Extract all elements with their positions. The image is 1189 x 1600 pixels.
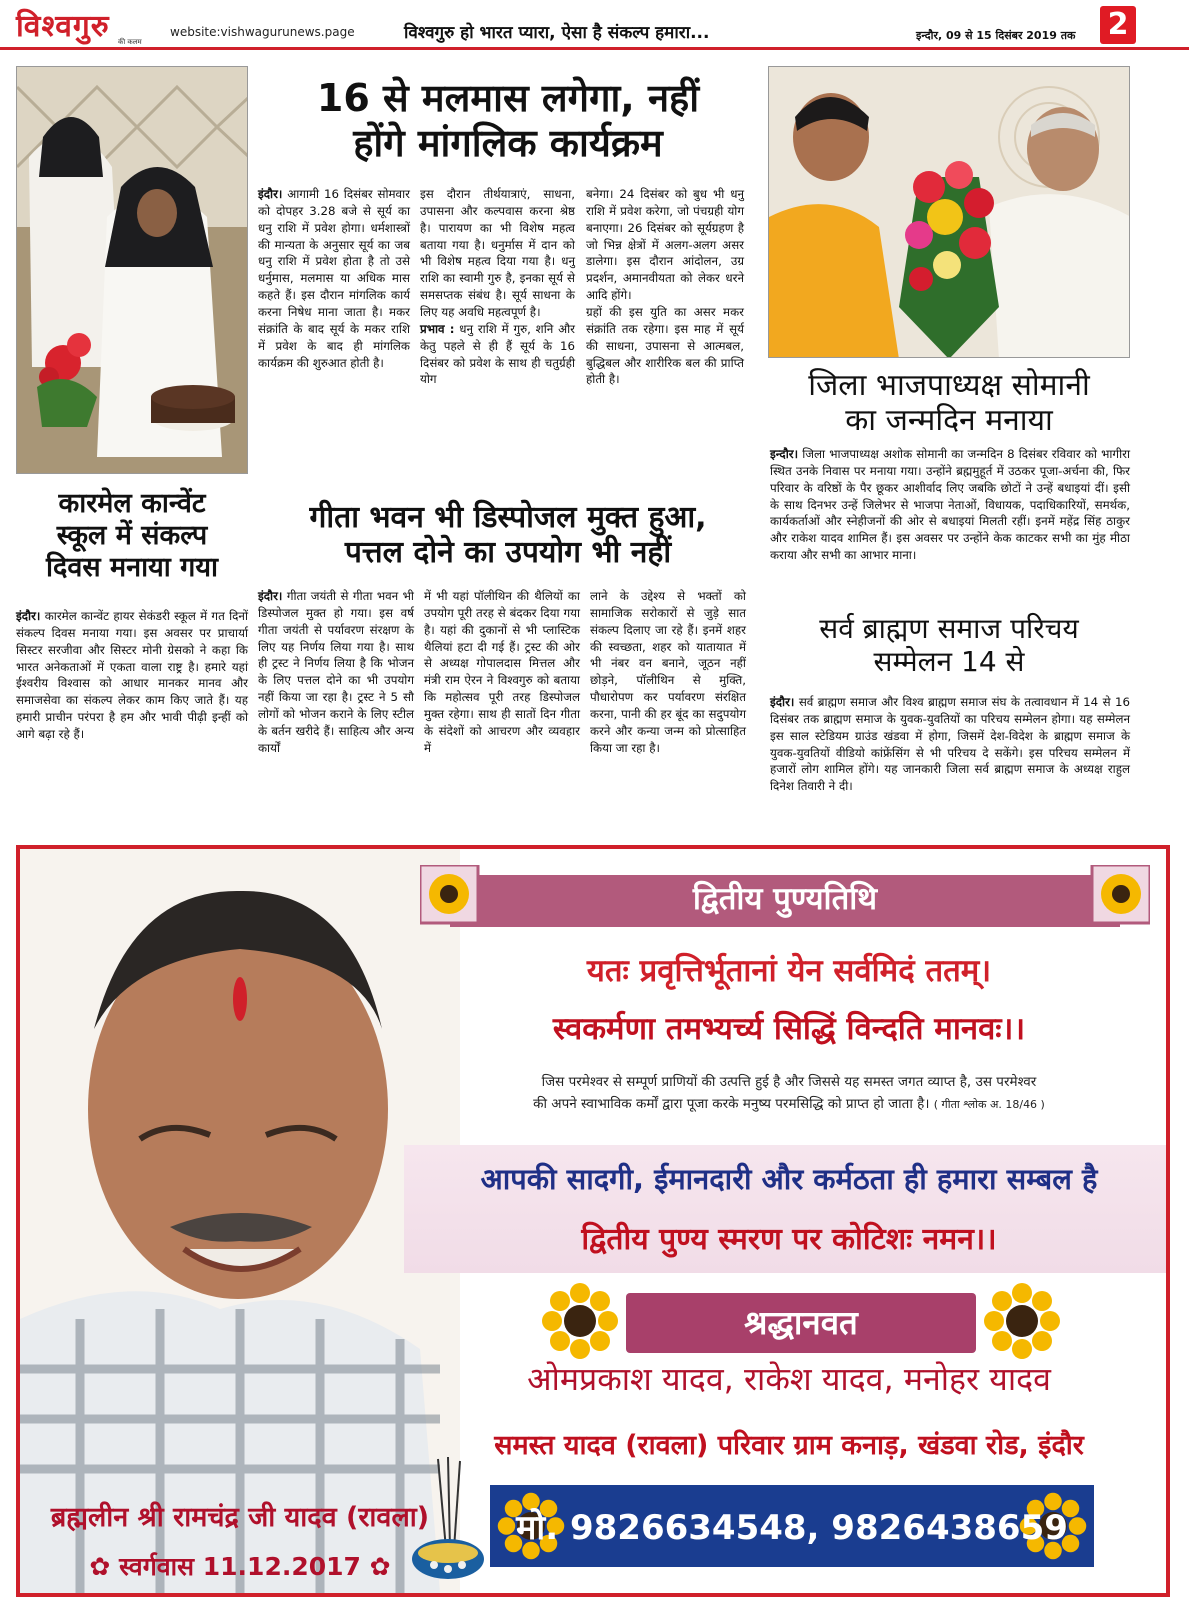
memorial-advertisement [16, 845, 1170, 1597]
malmas-col2b-text: धनु राशि में गुरु, शनि और केतु पहले से ही हैं सूर्य के 16 दिसंबर को प्रवेश के साथ ही चतुर्ग्रही योग [420, 321, 575, 387]
malmas-column-2 [420, 186, 575, 388]
headline-bjp-line1: जिला भाजपाध्यक्ष सोमानी [808, 368, 1090, 403]
bjp-article-body [770, 446, 1130, 564]
brahman-article-body [770, 694, 1130, 795]
website-link[interactable]: website:vishwagurunews.page [170, 25, 355, 39]
logo-subtitle: की कलम [118, 38, 142, 46]
headline-carmel-line2: स्कूल में संकल्प [56, 519, 208, 551]
sunflower-left-icon [429, 874, 469, 914]
geeta-column-1 [258, 588, 414, 757]
headline-carmel-line1: कारमेल कान्वेंट [58, 488, 206, 519]
shloka-translation [424, 1071, 1154, 1116]
flower-left-icon: ✿ [89, 1552, 120, 1581]
dateline-lead: इंदौर। [258, 589, 283, 603]
gita-reference: ( गीता श्लोक अ. 18/46 ) [933, 1098, 1045, 1112]
masthead [0, 0, 1189, 50]
carmel-article-body [16, 608, 248, 743]
malmas-col1-text: आगामी 16 दिसंबर सोमवार को दोपहर 3.28 बजे से सूर्य का धनु राशि में प्रवेश होगा। धर्मशास्त्रों की मान्यता के अनुसार सूर्य का जब धनु राशि में प्रवेश होता है तो उसे धर्नुमास, मलमास या अधिक मास कहते हैं। इस दौरान मांगलिक कार्य करना निषेध माना जाता है। मकर संक्रांति के बाद सूर्य के मकर राशि में प्रवेश के बाद ही मांगलिक कार्यक्रम की शुरुआत होती है। [258, 187, 410, 370]
photo-bjp-birthday-bouquet [768, 66, 1130, 358]
headline-geeta-line2: पत्तल दोने का उपयोग भी नहीं [344, 535, 672, 571]
dateline-lead: इंदौर। [770, 695, 795, 709]
headline-bjp-line2: का जन्मदिन मनाया [845, 403, 1053, 439]
portrait-ramchandra-yadav [20, 849, 460, 1593]
malmas-column-3 [586, 186, 744, 388]
malmas-col3b-text: ग्रहों की इस युति का असर मकर संक्रांति तक रहेगा। इस माह में सूर्य की साधना, उपासना से आत्मबल, बुद्धिबल और शारीरिक बल की प्राप्ति होती है। [586, 305, 744, 387]
family-names: ओमप्रकाश यादव, राकेश यादव, मनोहर यादव [527, 1360, 1051, 1398]
incense-bowl-icon [408, 1449, 488, 1589]
headline-carmel-line3: दिवस मनाया गया [45, 551, 219, 583]
bjp-body-text: जिला भाजपाध्यक्ष अशोक सोमानी का जन्मदिन 8 दिसंबर रविवार को भागीरा स्थित उनके निवास पर मनाया गया। उन्होंने ब्रह्ममुहूर्त में उठकर पूजा-अर्चना की, फिर परिवार के वरिष्ठों के पैर छूकर आशीर्वाद लिए जबकि छोटों ने उन्हें बधाइयां दीं। इसी के साथ दिनभर उन्हें जिलेभर से भाजपा नेताओं, विधायक, पदाधिकारियों, समर्थक, कार्यकर्ताओं और स्नेहीजनों की ओर से बधाइयां मिलती रहीं। इनमें महेंद्र सिंह ठाकुर और राकेश यादव शामिल हैं। इस अवसर पर उन्होंने केक काटकर सभी का मुंह मीठा कराया और सभी का आभार माना। [770, 447, 1130, 563]
headline-geeta-bhawan [256, 500, 760, 571]
flower-right-icon: ✿ [360, 1552, 391, 1581]
deceased-name: ब्रह्मलीन श्री रामचंद्र जी यादव (रावला) [50, 1502, 430, 1533]
prabhav-lead: प्रभाव : [420, 321, 455, 336]
headline-brahman-line1: सर्व ब्राह्मण समाज परिचय [819, 612, 1079, 645]
contact-phone-numbers[interactable]: मो. 9826634548, 9826438659 [516, 1508, 1068, 1548]
dateline-lead: इन्दौर। [770, 447, 799, 461]
headline-brahman-sammelan [768, 612, 1130, 678]
page-number-badge: 2 [1100, 6, 1136, 44]
brahman-body-text: सर्व ब्राह्मण समाज और विश्व ब्राह्मण समाज संघ के तत्वावधान में 14 से 16 दिसंबर तक ब्राह्मण समाज के युवक-युवतियों का परिचय सम्मेलन होगा। यह सम्मेलन इस साल स्टेडियम ग्राउंड खंडवा में होगा, जिसमें देश-विदेश के ब्राह्मण समाज के युवक-युवतियों वीडियो कांफ्रेंसिंग से भी परिचय दे सकेंगे। इस परिचय सम्मेलन में हजारों लोग शामिल होंगे। यह जानकारी जिला सर्व ब्राह्मण समाज के अध्यक्ष राहुल दिनेश तिवारी ने दी। [770, 695, 1130, 794]
tribute-line1: आपकी सादगी, ईमानदारी और कर्मठता ही हमारा सम्बल है [480, 1162, 1098, 1196]
masthead-slogan: विश्वगुरु हो भारत प्यारा, ऐसा है संकल्प हमारा... [404, 23, 710, 43]
geeta-column-3: लाने के उद्देश्य से भक्तों को सामाजिक सरोकारों से जुड़े सात संकल्प दिलाए जा रहे हैं। इनमें शहर की स्वच्छता, शहर को यातायात में भी नंबर वन बनाने, जूठन नहीं छोड़ने, पॉलीथिन से मुक्ति, पौधारोपण कर पर्यावरण संरक्षित करना, पानी की हर बूंद का सदुपयोग करने और कन्या जन्म को प्रोत्साहित किया जा रहा है। [590, 589, 746, 755]
headline-brahman-line2: सम्मेलन 14 से [873, 645, 1025, 679]
headline-bjp-birthday [768, 368, 1130, 439]
death-date [60, 1549, 420, 1583]
headline-carmel-school [16, 488, 248, 584]
sunflower-icon [982, 1281, 1062, 1361]
dateline: इन्दौर, 09 से 15 दिसंबर 2019 तक [916, 29, 1076, 42]
headline-malmas-line2: होंगे मांगलिक कार्यक्रम [353, 120, 663, 165]
shloka-line1: यतः प्रवृत्तिर्भूतानां येन सर्वमिदं ततम्। [586, 953, 992, 989]
death-date-text: स्वर्गवास 11.12.2017 [119, 1552, 361, 1581]
geeta-column-2: में भी यहां पॉलीथिन की थैलियों का उपयोग पूरी तरह से बंदकर दिया गया है। यहां की दुकानों से भी प्लास्टिक थैलियां हटा दी गई हैं। ट्रस्ट की ओर से अध्यक्ष गोपालदास मित्तल और मंत्री राम ऐरन ने विश्वगुरु को बताया कि महोत्सव पूरी तरह डिस्पोजल मुक्त रहेगा। साथ ही सातों दिन गीता के संदेशों को आचरण और व्यवहार में [424, 589, 580, 755]
family-address: समस्त यादव (रावला) परिवार ग्राम कनाड़, खंडवा रोड, इंदौर [494, 1430, 1084, 1461]
shloka-line2: स्वकर्मणा तमभ्यर्च्य सिद्धिं विन्दति मानवः।। [552, 1011, 1026, 1047]
tribute-line2: द्वितीय पुण्य स्मरण पर कोटिशः नमन।। [581, 1222, 997, 1257]
carmel-body-text: कारमेल कान्वेंट हायर सेकंडरी स्कूल में गत दिनों संकल्प दिवस मनाया गया। इस अवसर पर प्राचार्या सिस्टर सरजीवा और सिस्टर मोनी ग्रेसको ने कहा कि भारत अनेकताओं में एकता वाला राष्ट्र है। हमारे यहां ईश्वरीय विश्वास को आधार मानकर मानव और समाजसेवा का संकल्प लेकर काम किए जाते हैं। यह हमारी प्राचीन परंपरा है हम और भावी पीढ़ी इन्हीं को आगे बढ़ा रहे हैं। [16, 609, 248, 742]
banner-title: द्वितीय पुण्यतिथि [692, 881, 878, 917]
malmas-col3-text: बनेगा। 24 दिसंबर को बुध भी धनु राशि में प्रवेश करेगा, जो पंचग्रही योग बनाएगा। 26 दिसंबर को सूर्यग्रहण है जो भिन्न क्षेत्रों में अलग-अलग असर डालेगा। इस दौरान आंदोलन, उग्र प्रदर्शन, अमानवीयता को लेकर धरने आदि होंगे। [586, 187, 744, 303]
dateline-lead: इंदौर। [258, 187, 283, 201]
headline-geeta-line1: गीता भवन भी डिस्पोजल मुक्त हुआ, [309, 500, 707, 535]
photo-nuns-cake-cutting [16, 66, 248, 474]
malmas-col2-text: इस दौरान तीर्थयात्राएं, साधना, उपासना और कल्पवास करना श्रेष्ठ है। पारायण का भी विशेष महत्व बताया गया है। धनुर्मास में दान को भी विशेष महत्व दिया गया है। धनु राशि का स्वामी गुरु है, इनका सूर्य से समसप्तक संबंध है। सूर्य साधना के लिए यह अवधि महत्वपूर्ण है। [420, 187, 575, 320]
dateline-lead: इंदौर। [16, 609, 41, 623]
sunflower-right-icon [1101, 874, 1141, 914]
malmas-column-1 [258, 186, 410, 371]
translation-line2: की अपने स्वाभाविक कर्मों द्वारा पूजा करके मनुष्य परमसिद्धि को प्राप्त हो जाता है। [533, 1096, 930, 1113]
headline-malmas [256, 76, 760, 166]
headline-malmas-line1: 16 से मलमास लगेगा, नहीं [316, 76, 700, 120]
shraddhanvat-label: श्रद्धानवत [744, 1303, 858, 1342]
sunflower-icon [540, 1281, 620, 1361]
newspaper-logo: विश्वगुरु [16, 9, 110, 44]
translation-line1: जिस परमेश्वर से सम्पूर्ण प्राणियों की उत्पत्ति हुई है और जिससे यह समस्त जगत व्याप्त है, उस परमेश्वर [541, 1074, 1037, 1090]
geeta-col1-text: गीता जयंती से गीता भवन भी डिस्पोजल मुक्त हो गया। इस वर्ष गीता जयंती से पर्यावरण संरक्षण के लिए यह निर्णय लिया गया है। साथ ही ट्रस्ट ने निर्णय लिया है कि भोजन के लिए पत्तल दोने का भी उपयोग नहीं किया जा रहा है। ट्रस्ट ने 5 सौ लोगों को भोजन कराने के लिए स्टील के बर्तन खरीदे हैं। साहित्य और अन्य कार्यों [258, 589, 414, 755]
